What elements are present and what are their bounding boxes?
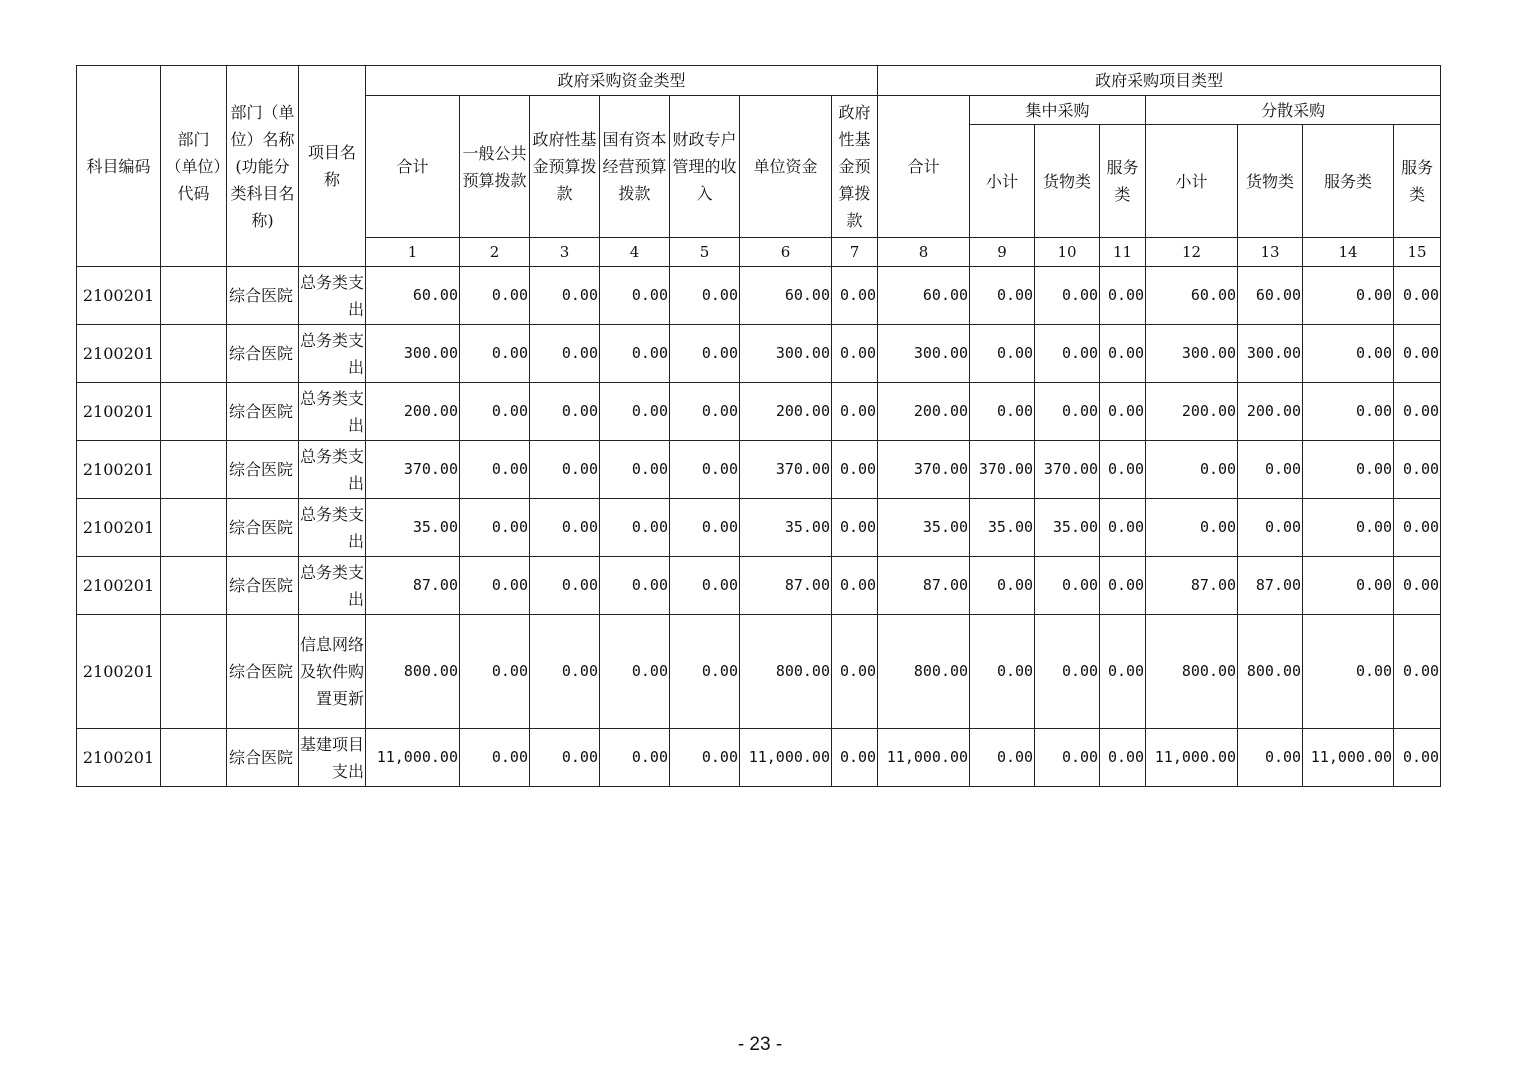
value-cell: 0.00: [1303, 383, 1394, 441]
value-cell: 200.00: [1238, 383, 1303, 441]
value-cell: 300.00: [1238, 325, 1303, 383]
subject-code-cell: 2100201: [77, 557, 161, 615]
value-cell: 0.00: [530, 441, 600, 499]
value-cell: 0.00: [832, 615, 878, 729]
dept-name-cell: [227, 615, 299, 729]
dept-name-cell: [227, 557, 299, 615]
value-cell: 0.00: [530, 267, 600, 325]
project-name-cell: 总务类支出: [299, 325, 366, 383]
value-cell: 11,000.00: [1146, 729, 1238, 787]
value-cell: 0.00: [460, 615, 530, 729]
table-row: [77, 325, 1441, 383]
header-subject-code: 科目编码: [77, 66, 161, 267]
value-cell: 35.00: [970, 499, 1035, 557]
value-cell: 0.00: [460, 557, 530, 615]
value-cell: 0.00: [1394, 615, 1441, 729]
value-cell: 0.00: [670, 325, 740, 383]
value-cell: 0.00: [1100, 557, 1146, 615]
value-cell: 0.00: [460, 383, 530, 441]
value-cell: 0.00: [1303, 615, 1394, 729]
dept-name-cell: [227, 383, 299, 441]
value-cell: 0.00: [1035, 729, 1100, 787]
header-unit-funds: 单位资金: [740, 96, 832, 238]
header-project-total: 合计: [878, 96, 970, 238]
dept-name-text: 综合医院: [229, 518, 294, 537]
value-cell: 0.00: [460, 325, 530, 383]
dept-name-text: 综合医院: [229, 748, 294, 767]
dept-name-text: 综合医院: [229, 286, 294, 305]
value-cell: 87.00: [1238, 557, 1303, 615]
value-cell: 0.00: [670, 499, 740, 557]
project-name-cell: 总务类支出: [299, 557, 366, 615]
value-cell: 0.00: [832, 267, 878, 325]
column-number: 3: [530, 238, 600, 267]
value-cell: 0.00: [970, 557, 1035, 615]
value-cell: 0.00: [530, 557, 600, 615]
value-cell: 0.00: [1100, 499, 1146, 557]
value-cell: 0.00: [832, 729, 878, 787]
project-name-cell: 总务类支出: [299, 267, 366, 325]
value-cell: 0.00: [600, 383, 670, 441]
project-name-cell: 总务类支出: [299, 383, 366, 441]
value-cell: 0.00: [670, 441, 740, 499]
value-cell: 0.00: [970, 729, 1035, 787]
value-cell: 0.00: [1238, 499, 1303, 557]
value-cell: 370.00: [970, 441, 1035, 499]
table-row: [77, 267, 1441, 325]
value-cell: 0.00: [530, 325, 600, 383]
dept-name-cell: [227, 499, 299, 557]
value-cell: 0.00: [1035, 557, 1100, 615]
subject-code-cell: 2100201: [77, 499, 161, 557]
value-cell: 0.00: [970, 615, 1035, 729]
project-name-cell: 基建项目支出: [299, 729, 366, 787]
dept-code-cell: [161, 557, 227, 615]
subject-code-cell: 2100201: [77, 615, 161, 729]
value-cell: 60.00: [1238, 267, 1303, 325]
value-cell: 0.00: [600, 615, 670, 729]
value-cell: 0.00: [1303, 499, 1394, 557]
value-cell: 200.00: [878, 383, 970, 441]
value-cell: 200.00: [366, 383, 460, 441]
subject-code-cell: 2100201: [77, 729, 161, 787]
value-cell: 11,000.00: [878, 729, 970, 787]
value-cell: 0.00: [1035, 615, 1100, 729]
value-cell: 0.00: [1394, 557, 1441, 615]
dept-name-cell: [227, 729, 299, 787]
header-project-type-group: 政府采购项目类型: [878, 66, 1441, 96]
project-name-cell: 总务类支出: [299, 441, 366, 499]
column-number: 5: [670, 238, 740, 267]
header-decentralized-subtotal: 小计: [1146, 125, 1238, 238]
value-cell: 0.00: [1146, 499, 1238, 557]
header-dept-code: 部门（单位）代码: [161, 66, 227, 267]
value-cell: 0.00: [832, 557, 878, 615]
header-fund-type-group: 政府采购资金类型: [366, 66, 878, 96]
value-cell: 0.00: [1100, 441, 1146, 499]
value-cell: 0.00: [970, 267, 1035, 325]
dept-name-cell: [227, 441, 299, 499]
value-cell: 0.00: [970, 325, 1035, 383]
header-centralized-subtotal: 小计: [970, 125, 1035, 238]
column-number: 7: [832, 238, 878, 267]
header-gov-fund-budget: 政府性基金预算拨款: [530, 96, 600, 238]
dept-code-cell: [161, 615, 227, 729]
value-cell: 0.00: [460, 267, 530, 325]
value-cell: 370.00: [878, 441, 970, 499]
column-number: 2: [460, 238, 530, 267]
value-cell: 60.00: [878, 267, 970, 325]
value-cell: 0.00: [832, 441, 878, 499]
value-cell: 0.00: [600, 499, 670, 557]
value-cell: 0.00: [670, 615, 740, 729]
value-cell: 300.00: [366, 325, 460, 383]
value-cell: 0.00: [530, 615, 600, 729]
dept-code-cell: [161, 441, 227, 499]
value-cell: 60.00: [1146, 267, 1238, 325]
value-cell: 0.00: [600, 729, 670, 787]
header-decentralized-goods: 货物类: [1238, 125, 1303, 238]
dept-code-cell: [161, 267, 227, 325]
value-cell: 0.00: [530, 729, 600, 787]
header-centralized-group: 集中采购: [970, 96, 1146, 125]
value-cell: 0.00: [1303, 325, 1394, 383]
dept-name-cell: [227, 325, 299, 383]
value-cell: 0.00: [832, 383, 878, 441]
value-cell: 0.00: [670, 383, 740, 441]
header-general-budget: 一般公共预算拨款: [460, 96, 530, 238]
value-cell: 370.00: [1035, 441, 1100, 499]
value-cell: 11,000.00: [740, 729, 832, 787]
dept-name-text: 综合医院: [229, 662, 294, 681]
dept-code-cell: [161, 383, 227, 441]
header-state-capital-budget: 国有资本经营预算拨款: [600, 96, 670, 238]
value-cell: 0.00: [1100, 729, 1146, 787]
value-cell: 0.00: [1394, 267, 1441, 325]
table-row: [77, 557, 1441, 615]
value-cell: 87.00: [740, 557, 832, 615]
value-cell: 0.00: [670, 729, 740, 787]
column-number: 11: [1100, 238, 1146, 267]
subject-code-cell: 2100201: [77, 383, 161, 441]
value-cell: 87.00: [878, 557, 970, 615]
value-cell: 0.00: [970, 383, 1035, 441]
column-number: 8: [878, 238, 970, 267]
value-cell: 0.00: [600, 267, 670, 325]
value-cell: 800.00: [878, 615, 970, 729]
value-cell: 35.00: [1035, 499, 1100, 557]
dept-code-cell: [161, 325, 227, 383]
value-cell: 0.00: [600, 441, 670, 499]
value-cell: 60.00: [366, 267, 460, 325]
value-cell: 0.00: [1100, 267, 1146, 325]
dept-name-cell: [227, 267, 299, 325]
value-cell: 0.00: [1100, 325, 1146, 383]
value-cell: 800.00: [740, 615, 832, 729]
value-cell: 11,000.00: [366, 729, 460, 787]
header-decentralized-services-2: 服务类: [1394, 125, 1441, 238]
column-number: 13: [1238, 238, 1303, 267]
table-row: [77, 615, 1441, 729]
value-cell: 0.00: [1394, 729, 1441, 787]
dept-name-text: 综合医院: [229, 402, 294, 421]
value-cell: 60.00: [740, 267, 832, 325]
header-decentralized-services: 服务类: [1303, 125, 1394, 238]
value-cell: 300.00: [1146, 325, 1238, 383]
table-row: [77, 499, 1441, 557]
dept-code-cell: [161, 729, 227, 787]
column-number: 4: [600, 238, 670, 267]
value-cell: 0.00: [1035, 383, 1100, 441]
dept-name-text: 综合医院: [229, 460, 294, 479]
value-cell: 0.00: [670, 267, 740, 325]
value-cell: 0.00: [600, 325, 670, 383]
value-cell: 0.00: [460, 499, 530, 557]
value-cell: 0.00: [1238, 729, 1303, 787]
value-cell: 800.00: [1238, 615, 1303, 729]
value-cell: 0.00: [832, 325, 878, 383]
value-cell: 800.00: [366, 615, 460, 729]
value-cell: 0.00: [530, 383, 600, 441]
subject-code-cell: 2100201: [77, 441, 161, 499]
header-fund-total: 合计: [366, 96, 460, 238]
value-cell: 300.00: [740, 325, 832, 383]
subject-code-cell: 2100201: [77, 267, 161, 325]
table-row: [77, 441, 1441, 499]
value-cell: 0.00: [460, 441, 530, 499]
column-number: 10: [1035, 238, 1100, 267]
value-cell: 0.00: [1035, 267, 1100, 325]
project-name-cell: 信息网络及软件购置更新: [299, 615, 366, 729]
header-dept-name: 部门（单位）名称(功能分类科目名称): [227, 66, 299, 267]
value-cell: 200.00: [1146, 383, 1238, 441]
header-gov-fund-budget-2: 政府性基金预算拨款: [832, 96, 878, 238]
value-cell: 35.00: [366, 499, 460, 557]
table-body: [77, 267, 1441, 787]
value-cell: 370.00: [366, 441, 460, 499]
table-row: [77, 383, 1441, 441]
table-row: [77, 729, 1441, 787]
value-cell: 0.00: [1394, 325, 1441, 383]
header-decentralized-group: 分散采购: [1146, 96, 1441, 125]
column-number: 1: [366, 238, 460, 267]
value-cell: 0.00: [670, 557, 740, 615]
project-name-cell: 总务类支出: [299, 499, 366, 557]
header-centralized-goods: 货物类: [1035, 125, 1100, 238]
header-centralized-services: 服务类: [1100, 125, 1146, 238]
dept-code-cell: [161, 499, 227, 557]
column-number: 12: [1146, 238, 1238, 267]
column-number: 6: [740, 238, 832, 267]
value-cell: 11,000.00: [1303, 729, 1394, 787]
header-project-name: 项目名称: [299, 66, 366, 267]
subject-code-cell: 2100201: [77, 325, 161, 383]
value-cell: 0.00: [1394, 383, 1441, 441]
value-cell: 0.00: [1394, 441, 1441, 499]
value-cell: 800.00: [1146, 615, 1238, 729]
value-cell: 0.00: [1303, 441, 1394, 499]
value-cell: 200.00: [740, 383, 832, 441]
value-cell: 0.00: [1394, 499, 1441, 557]
value-cell: 0.00: [1303, 267, 1394, 325]
value-cell: 0.00: [832, 499, 878, 557]
value-cell: 300.00: [878, 325, 970, 383]
value-cell: 0.00: [460, 729, 530, 787]
value-cell: 35.00: [878, 499, 970, 557]
dept-name-text: 综合医院: [229, 344, 294, 363]
column-number: 15: [1394, 238, 1441, 267]
value-cell: 0.00: [600, 557, 670, 615]
value-cell: 0.00: [530, 499, 600, 557]
value-cell: 87.00: [366, 557, 460, 615]
header-special-account-income: 财政专户管理的收入: [670, 96, 740, 238]
value-cell: 0.00: [1100, 615, 1146, 729]
value-cell: 0.00: [1238, 441, 1303, 499]
procurement-budget-table: [76, 65, 1441, 787]
value-cell: 87.00: [1146, 557, 1238, 615]
column-number: 14: [1303, 238, 1394, 267]
column-number: 9: [970, 238, 1035, 267]
page-number: - 23 -: [737, 1034, 783, 1055]
dept-name-text: 综合医院: [229, 576, 294, 595]
value-cell: 0.00: [1146, 441, 1238, 499]
value-cell: 0.00: [1035, 325, 1100, 383]
value-cell: 0.00: [1303, 557, 1394, 615]
value-cell: 0.00: [1100, 383, 1146, 441]
value-cell: 370.00: [740, 441, 832, 499]
value-cell: 35.00: [740, 499, 832, 557]
